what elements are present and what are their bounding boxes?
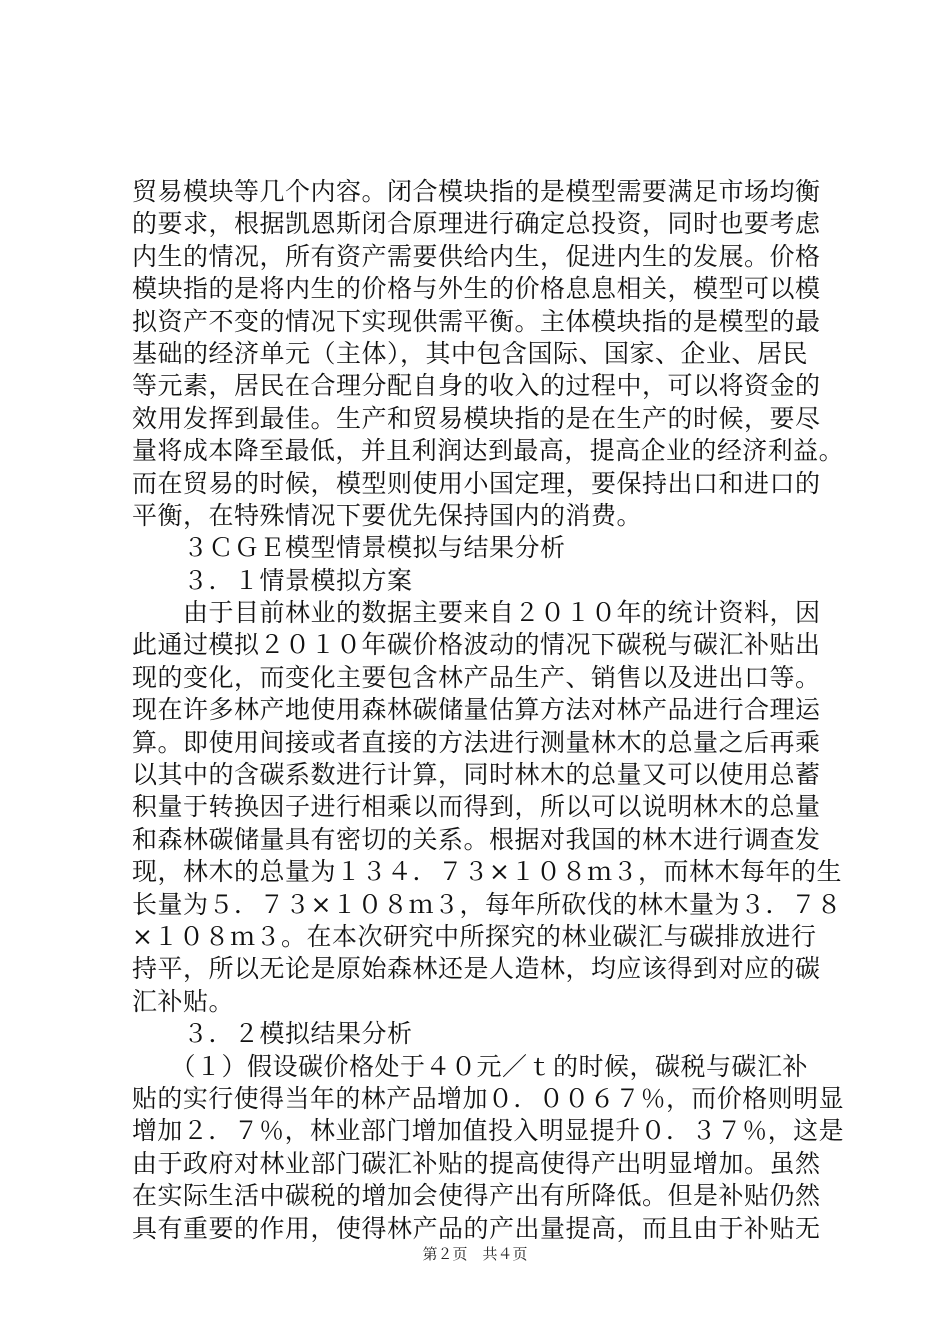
text-line: ×１０８ｍ３。在本次研究中所探究的林业碳汇与碳排放进行 [132, 921, 817, 951]
text-line: 基础的经济单元（主体），其中包含国际、国家、企业、居民 [132, 338, 809, 368]
text-line: 汇补贴。 [132, 986, 235, 1016]
text-line: 在实际生活中碳税的增加会使得产出有所降低。但是补贴仍然 [132, 1181, 821, 1211]
text-line: 量将成本降至最低，并且利润达到最高，提高企业的经济利益。 [132, 436, 845, 466]
text-line: 的要求，根据凯恩斯闭合原理进行确定总投资，同时也要考虑 [132, 209, 821, 239]
text-line: 由于目前林业的数据主要来自２０１０年的统计资料，因 [132, 598, 821, 628]
text-line: 而在贸易的时候，模型则使用小国定理，要保持出口和进口的 [132, 468, 821, 498]
text-line: 内生的情况，所有资产需要供给内生，促进内生的发展。价格 [132, 241, 821, 271]
document-body [132, 176, 845, 1245]
text-line: 现在许多林产地使用森林碳储量估算方法对林产品进行合理运 [132, 695, 821, 725]
text-line: 现的变化，而变化主要包含林产品生产、销售以及进出口等。 [132, 662, 821, 692]
text-line: 以其中的含碳系数进行计算，同时林木的总量又可以使用总蓄 [132, 760, 821, 790]
text-line: 和森林碳储量具有密切的关系。根据对我国的林木进行调查发 [132, 824, 821, 854]
text-line: 效用发挥到最佳。生产和贸易模块指的是在生产的时候，要尽 [132, 403, 821, 433]
text-line: 贴的实行使得当年的林产品增加０．００６７％，而价格则明显 [132, 1083, 845, 1113]
text-line: 模块指的是将内生的价格与外生的价格息息相关，模型可以模 [132, 274, 821, 304]
text-line: 具有重要的作用，使得林产品的产出量提高，而且由于补贴无 [132, 1213, 821, 1243]
text-line: 贸易模块等几个内容。闭合模块指的是模型需要满足市场均衡 [132, 177, 821, 206]
text-line: 积量于转换因子进行相乘以而得到，所以可以说明林木的总量 [132, 792, 821, 822]
text-line: 等元素，居民在合理分配自身的收入的过程中，可以将资金的 [132, 371, 821, 401]
text-line: 算。即使用间接或者直接的方法进行测量林木的总量之后再乘 [132, 727, 821, 757]
text-line: 此通过模拟２０１０年碳价格波动的情况下碳税与碳汇补贴出 [132, 630, 821, 660]
text-line: 长量为５．７３×１０８ｍ３，每年所砍伐的林木量为３．７８ [132, 889, 842, 919]
text-line: 现，林木的总量为１３４．７３×１０８ｍ３，而林木每年的生 [132, 857, 842, 887]
text-line: 持平，所以无论是原始森林还是人造林，均应该得到对应的碳 [132, 954, 821, 984]
text-line: 由于政府对林业部门碳汇补贴的提高使得产出明显增加。虽然 [132, 1148, 821, 1178]
text-line: ３．１情景模拟方案 [132, 565, 413, 595]
text-line: （１）假设碳价格处于４０元／ｔ的时候，碳税与碳汇补 [132, 1051, 809, 1081]
page-footer: 第２页 共４页 [422, 1245, 528, 1263]
text-line: 增加２．７％，林业部门增加值投入明显提升０．３７％，这是 [132, 1116, 845, 1146]
text-line: ３．２模拟结果分析 [132, 1019, 413, 1049]
text-line: 平衡，在特殊情况下要优先保持国内的消费。 [132, 500, 643, 530]
text-line: ３ＣＧＥ模型情景模拟与结果分析 [132, 533, 566, 563]
text-line: 拟资产不变的情况下实现供需平衡。主体模块指的是模型的最 [132, 306, 821, 336]
